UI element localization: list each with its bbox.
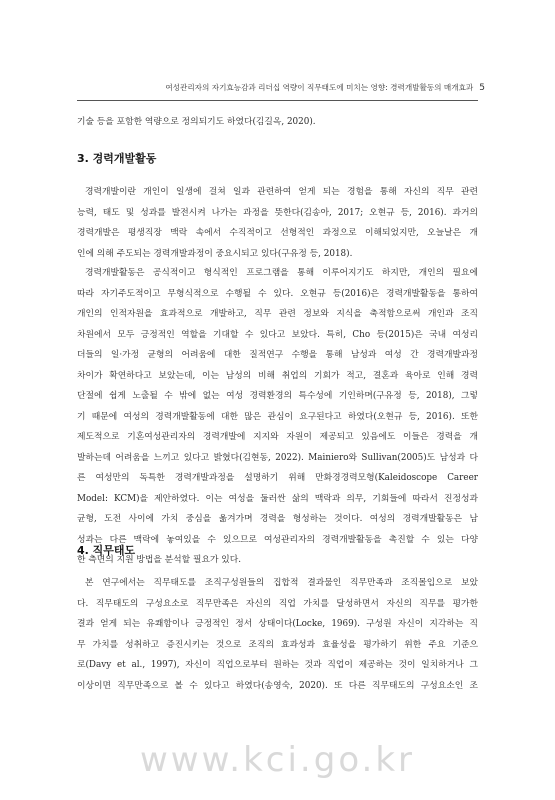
text-line: 한 측면의 지원 방법을 분석할 필요가 있다. [77,555,242,565]
intro-paragraph [77,112,478,133]
text-line: 인에 의해 주도되는 경력개발과정이 중요시되고 있다(구유정 등, 2018). [77,248,353,259]
text-line: 기 때문에 여성의 경력개발활동에 대한 많은 관심이 요구된다고 하였다(오현규 등, 2016). 또한 [77,411,478,422]
text-line: 단절에 쉽게 노출될 수 밖에 없는 여성 경력환경의 특수성에 기인하며(구유정 등, 2018), 그렇 [77,391,478,401]
section3-paragraph-1 [77,182,478,264]
text-line: 따라 자기주도적이고 무형식적으로 수행될 수 있다. 오현규 등(2016)은 경력개발활동을 통하여 [77,288,478,299]
page-number: 5 [479,83,485,93]
text-line: 경력개발이란 개인이 일생에 걸쳐 일과 관련하여 얻게 되는 경험을 통해 자신의 직무 관련 [85,187,478,197]
section-heading-career-development: 3. 경력개발활동 [77,152,157,165]
watermark: www.kci.go.kr [139,740,415,780]
text-line: 이상이면 직무만족으로 볼 수 있다고 하였다(송영숙, 2020). 또 다른 직무태도의 구성요소인 조 [77,680,478,691]
text-line: 로(Davy et al., 1997), 자신이 직업으로부터 원하는 것과 직업이 제공하는 것이 일치하거나 그 [77,660,478,670]
running-header [165,82,485,93]
text-line: 차이가 확연하다고 보았는데, 이는 남성의 비해 취업의 기회가 적고, 결혼과 육아로 인해 경력 [77,370,478,381]
text-line: 기술 등을 포함한 역량으로 정의되기도 하였다(김길옥, 2020). [77,117,316,127]
text-line: Model: KCM)을 제안하였다. 이는 여성을 둘러싼 삶의 맥락과 의무, 기회들에 따라서 진정성과 [77,493,478,504]
text-line: 발하는데 어려움을 느끼고 있다고 밝혔다(김현동, 2022). Mainiero와 Sullivan(2005)도 남성과 다 [77,452,478,463]
text-line: 다. 직무태도의 구성요소로 직무만족은 자신의 직업 가치를 달성하면서 자신의 직무를 평가한 [77,598,478,609]
text-line: 른 여성만의 독특한 경력개발과정을 설명하기 위해 만화경경력모형(Kaleidoscope Career [77,473,478,483]
text-line: 경력개발활동은 공식적이고 형식적인 프로그램을 통해 이루어지기도 하지만, 개인의 필요에 [85,268,478,278]
text-line: 더들의 일·가정 균형의 어려움에 대한 질적연구 수행을 통해 남성과 여성 간 경력개발과정 [77,350,478,360]
text-line: 결과 얻게 되는 유쾌함이나 긍정적인 정서 상태이다(Locke, 1969). 구성원 자신이 지각하는 직 [77,619,478,629]
section3-paragraph-2 [77,263,478,571]
text-line: 차원에서 모두 긍정적인 역할을 기대할 수 있다고 보았다. 특히, Cho 등(2015)은 국내 여성리 [77,329,478,340]
text-line: 무 가치를 성취하고 증진시키는 것으로 조직의 효과성과 효율성을 평가하기 위한 주요 기준으 [77,639,478,650]
text-line: 성과는 다른 맥락에 놓여있을 수 있으므로 여성관리자의 경력개발활동을 촉진할 수 있는 다양 [77,534,478,545]
text-line: 균형, 도전 사이에 가치 중심을 옮겨가며 경력을 형성하는 것이다. 여성의 경력개발활동은 남 [77,514,478,524]
text-line: 능력, 태도 및 성과를 발전시켜 나가는 과정을 뜻한다(김송아, 2017; 오현규 등, 2016). 과거의 [77,207,478,218]
running-title: 여성관리자의 자기효능감과 리더십 역량이 직무태도에 미치는 영향: 경력개발활동의 매개효과 [165,83,474,92]
section-heading-job-attitude: 4. 직무태도 [77,544,136,557]
text-line: 경력개발은 평생직장 맥락 속에서 수직적이고 선형적인 과정으로 이해되었지만, 오늘날은 개 [77,228,478,238]
text-line: 개인의 인적자원을 효과적으로 개발하고, 직무 관련 정보와 지식을 축적함으로써 개인과 조직 [77,309,478,319]
section4-paragraph-1 [77,573,478,696]
text-line: 제도적으로 기혼여성관리자의 경력개발에 지지와 자원이 제공되고 있음에도 이들은 경력을 개 [77,432,478,442]
text-line: 본 연구에서는 직무태도를 조직구성원들의 집합적 결과물인 직무만족과 조직몰입으로 보았 [85,578,478,588]
header-rule [77,100,478,101]
